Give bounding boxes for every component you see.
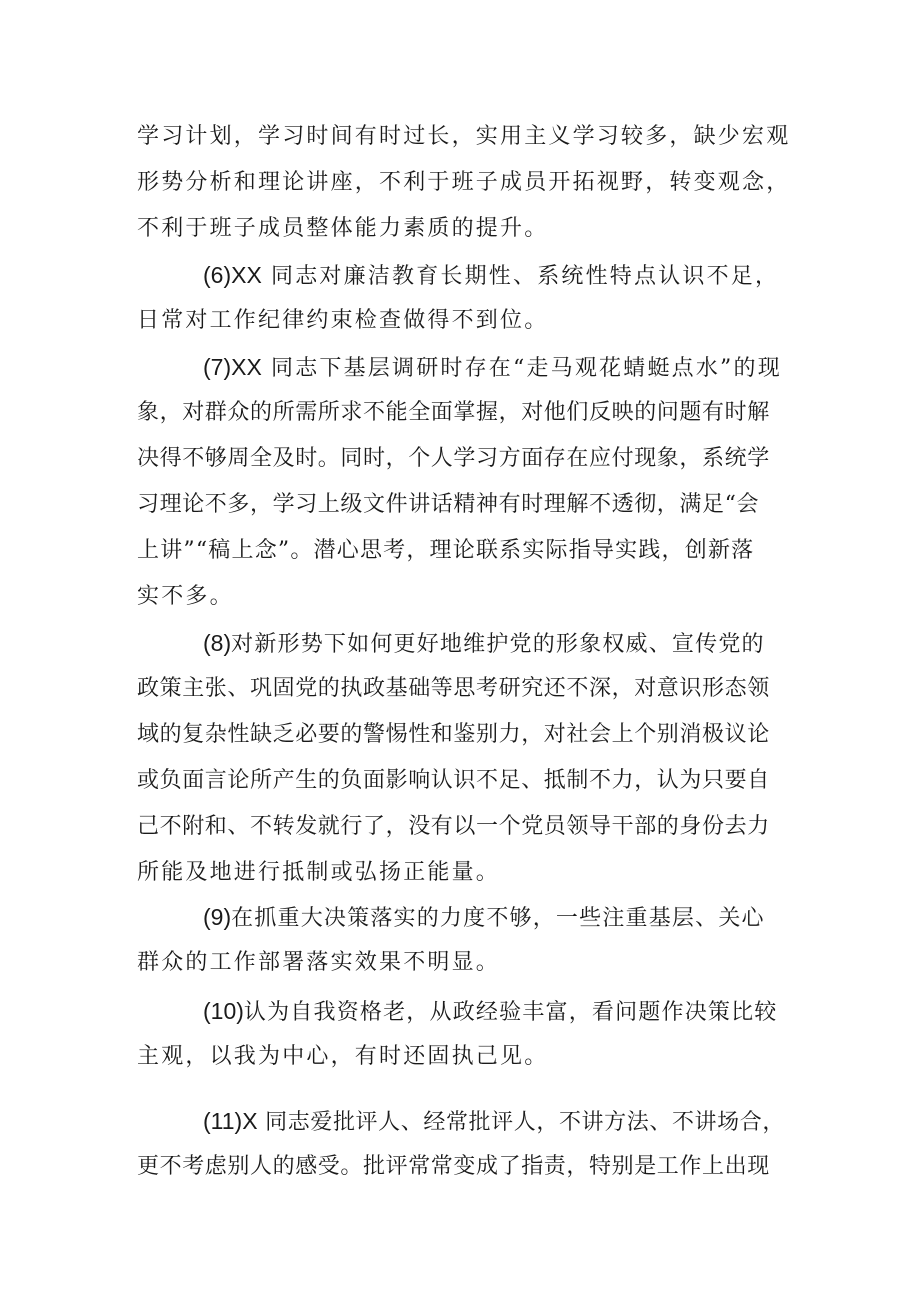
text-line — [137, 894, 787, 940]
paragraph-11 — [137, 1098, 787, 1190]
text-segment: 认为自我资格老，从政经验丰富，看问题作决策比较 — [243, 1000, 778, 1025]
item-number: (6)XX — [203, 262, 262, 288]
text-line: 域的复杂性缺乏必要的警惕性和鉴别力，对社会上个别消极议论 — [137, 722, 770, 747]
text-line: 或负面言论所产生的负面影响认识不足、抵制不力，认为只要自 — [137, 768, 770, 793]
text-line: 学习计划，学习时间有时过长，实用主义学习较多，缺少宏观 — [137, 124, 791, 149]
text-line: 决得不够周全及时。同时，个人学习方面存在应付现象，系统学 — [137, 446, 770, 471]
text-line — [137, 344, 787, 390]
text-line: 群众的工作部署落实效果不明显。 — [137, 950, 501, 975]
text-line — [137, 252, 787, 298]
text-line — [137, 988, 787, 1034]
text-line: 己不附和、不转发就行了，没有以一个党员领导干部的身份去力 — [137, 814, 770, 839]
text-segment: 同志爱批评人、经常批评人，不讲方法、不讲场合， — [265, 1110, 785, 1135]
item-number: (8) — [203, 630, 232, 656]
text-line: 上讲”“稿上念”。潜心思考，理论联系实际指导实践，创新落 — [137, 538, 755, 563]
paragraph-7 — [137, 344, 787, 620]
paragraph-8 — [137, 620, 787, 896]
paragraph-continuation — [137, 114, 791, 252]
text-segment: 在抓重大决策落实的力度不够，一些注重基层、关心 — [231, 906, 765, 931]
text-line: 所能及地进行抵制或弘扬正能量。 — [137, 860, 501, 885]
item-number: (7)XX — [203, 354, 262, 380]
text-line: 政策主张、巩固党的执政基础等思考研究还不深，对意识形态领 — [137, 676, 770, 701]
text-line: 象，对群众的所需所求不能全面掌握，对他们反映的问题有时解 — [137, 400, 770, 425]
text-line: 实不多。 — [137, 584, 234, 609]
text-line — [137, 620, 787, 666]
item-number: (9) — [203, 904, 232, 930]
text-line: 不利于班子成员整体能力素质的提升。 — [137, 216, 549, 241]
text-line: 日常对工作纪律约束检查做得不到位。 — [137, 308, 549, 333]
text-line: 更不考虑别人的感受。批评常常变成了指责，特别是工作上出现 — [137, 1154, 770, 1179]
item-number: (11)X — [203, 1108, 258, 1134]
text-segment: 同志下基层调研时存在“走马观花蜻蜓点水”的现 — [271, 356, 782, 381]
paragraph-6 — [137, 252, 787, 344]
text-segment: 对新形势下如何更好地维护党的形象权威、宣传党的 — [231, 632, 765, 657]
paragraph-9 — [137, 894, 787, 986]
paragraph-10 — [137, 988, 787, 1080]
item-number: (10) — [203, 998, 244, 1024]
text-line — [137, 1098, 787, 1144]
text-segment: 同志对廉洁教育长期性、系统性特点认识不足， — [271, 264, 780, 289]
text-line: 习理论不多，学习上级文件讲话精神有时理解不透彻，满足“会 — [137, 492, 760, 517]
text-line: 形势分析和理论讲座，不利于班子成员开拓视野，转变观念， — [137, 170, 791, 195]
text-line: 主观，以我为中心，有时还固执己见。 — [137, 1044, 549, 1069]
